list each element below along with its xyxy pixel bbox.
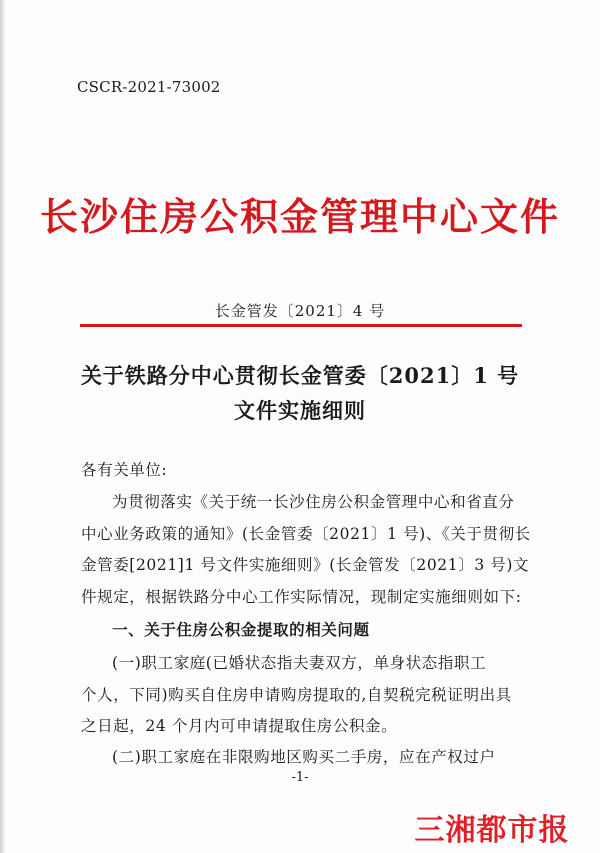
intro-line: 中心业务政策的通知》(长金管委〔2021〕1 号)、《关于贯彻长 [81,525,531,543]
salutation: 各有关单位: [81,461,168,479]
watermark-text: 三湘都市报 [414,813,570,848]
section-1-heading: 一、关于住房公积金提取的相关问题 [112,621,370,639]
page-number: -1- [291,770,309,785]
document-title-line-1: 关于铁路分中心贯彻长金管委〔2021〕1 号 [80,363,520,388]
item-2-line: (二)职工家庭在非限购地区购买二手房，应在产权过户 [112,748,496,766]
newspaper-watermark [392,808,592,846]
item-1-line: (一)职工家庭(已婚状态指夫妻双方，单身状态指职工 [112,654,487,672]
intro-line: 为贯彻落实《关于统一长沙住房公积金管理中心和省直分 [112,493,515,511]
document-code: CSCR-2021-73002 [77,78,221,96]
masthead-title: 长沙住房公积金管理中心文件 [39,195,560,239]
item-1-line: 之日起，24 个月内可申请提取住房公积金。 [81,717,398,735]
intro-line: 金管委[2021]1 号文件实施细则》(长金管发〔2021〕3 号)文 [81,556,530,574]
document-number: 长金管发〔2021〕4 号 [214,302,386,320]
intro-line: 件规定，根据铁路分中心工作实际情况，现制定实施细则如下: [81,588,522,606]
document-title-line-2: 文件实施细则 [234,398,366,423]
item-1-line: 个人，下同)购买自住房申请购房提取的,自契税完税证明出具 [81,686,512,704]
scan-edge-shadow [0,0,6,853]
red-separator-line [80,324,522,327]
